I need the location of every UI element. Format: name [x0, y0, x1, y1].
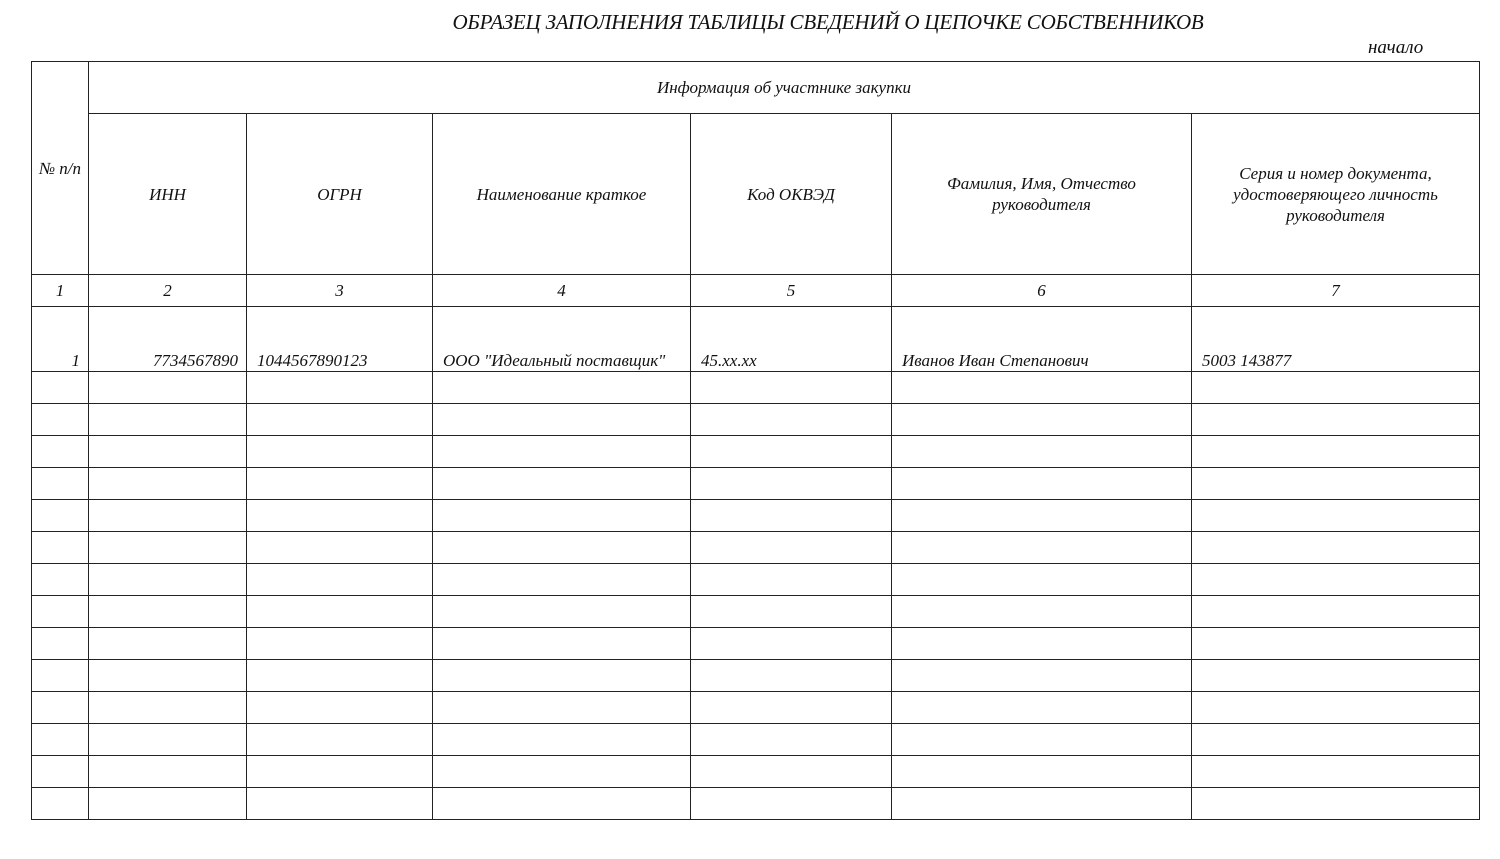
empty-cell — [691, 628, 892, 660]
empty-cell — [89, 788, 247, 820]
column-number: 7 — [1192, 275, 1480, 307]
column-number: 3 — [247, 275, 433, 307]
empty-cell — [1192, 436, 1480, 468]
empty-cell — [32, 532, 89, 564]
empty-cell — [892, 692, 1192, 724]
empty-cell — [433, 692, 691, 724]
empty-cell — [89, 756, 247, 788]
empty-table-row — [32, 788, 1480, 820]
empty-cell — [89, 692, 247, 724]
empty-cell — [32, 564, 89, 596]
empty-cell — [691, 756, 892, 788]
empty-cell — [433, 436, 691, 468]
empty-cell — [433, 724, 691, 756]
empty-cell — [89, 404, 247, 436]
owners-chain-table — [31, 61, 1480, 820]
cell-row-number: 1 — [32, 307, 89, 372]
empty-cell — [247, 436, 433, 468]
empty-cell — [32, 500, 89, 532]
empty-cell — [1192, 468, 1480, 500]
empty-cell — [247, 468, 433, 500]
column-number-row — [32, 275, 1480, 307]
empty-table-row — [32, 756, 1480, 788]
empty-cell — [247, 692, 433, 724]
empty-cell — [433, 404, 691, 436]
empty-cell — [892, 596, 1192, 628]
cell-ogrn: 1044567890123 — [247, 307, 433, 372]
empty-cell — [89, 596, 247, 628]
empty-cell — [892, 564, 1192, 596]
empty-table-row — [32, 500, 1480, 532]
empty-cell — [89, 660, 247, 692]
empty-cell — [32, 724, 89, 756]
empty-cell — [892, 532, 1192, 564]
empty-cell — [433, 660, 691, 692]
empty-cell — [1192, 564, 1480, 596]
empty-cell — [32, 756, 89, 788]
empty-table-row — [32, 596, 1480, 628]
empty-cell — [32, 436, 89, 468]
empty-cell — [89, 372, 247, 404]
header-okved: Код ОКВЭД — [691, 114, 892, 275]
empty-table-row — [32, 436, 1480, 468]
empty-cell — [247, 500, 433, 532]
empty-cell — [247, 724, 433, 756]
empty-cell — [892, 404, 1192, 436]
empty-cell — [1192, 788, 1480, 820]
empty-cell — [691, 532, 892, 564]
header-short-name: Наименование краткое — [433, 114, 691, 275]
empty-cell — [247, 596, 433, 628]
column-number: 4 — [433, 275, 691, 307]
column-number: 6 — [892, 275, 1192, 307]
start-label: начало — [1368, 37, 1424, 58]
empty-cell — [433, 500, 691, 532]
header-director-id: Серия и номер документа, удостоверяющего личность руководителя — [1192, 114, 1480, 275]
empty-cell — [433, 596, 691, 628]
empty-cell — [892, 660, 1192, 692]
empty-cell — [247, 404, 433, 436]
empty-table-row — [32, 564, 1480, 596]
header-inn: ИНН — [89, 114, 247, 275]
empty-cell — [691, 692, 892, 724]
empty-table-row — [32, 468, 1480, 500]
empty-cell — [433, 564, 691, 596]
empty-cell — [1192, 500, 1480, 532]
header-ogrn: ОГРН — [247, 114, 433, 275]
empty-cell — [691, 660, 892, 692]
empty-cell — [89, 628, 247, 660]
empty-cell — [247, 628, 433, 660]
empty-cell — [89, 532, 247, 564]
empty-cell — [892, 468, 1192, 500]
cell-okved: 45.xx.xx — [691, 307, 892, 372]
empty-cell — [247, 788, 433, 820]
empty-cell — [691, 564, 892, 596]
empty-cell — [433, 532, 691, 564]
empty-cell — [892, 788, 1192, 820]
table-row — [32, 307, 1480, 372]
empty-table-row — [32, 532, 1480, 564]
empty-cell — [892, 500, 1192, 532]
empty-table-row — [32, 628, 1480, 660]
empty-cell — [1192, 692, 1480, 724]
empty-cell — [32, 596, 89, 628]
empty-cell — [247, 660, 433, 692]
empty-cell — [433, 788, 691, 820]
header-row-group — [32, 62, 1480, 114]
empty-cell — [1192, 596, 1480, 628]
empty-cell — [892, 436, 1192, 468]
empty-cell — [32, 660, 89, 692]
empty-cell — [32, 404, 89, 436]
header-row-columns — [32, 114, 1480, 275]
empty-cell — [1192, 404, 1480, 436]
header-number: № п/п — [32, 62, 89, 275]
empty-table-row — [32, 724, 1480, 756]
empty-cell — [691, 372, 892, 404]
cell-short-name: ООО "Идеальный поставщик" — [433, 307, 691, 372]
empty-table-row — [32, 692, 1480, 724]
empty-cell — [1192, 660, 1480, 692]
empty-cell — [433, 628, 691, 660]
empty-table-row — [32, 660, 1480, 692]
empty-cell — [691, 436, 892, 468]
column-number: 1 — [32, 275, 89, 307]
empty-cell — [89, 564, 247, 596]
empty-table-row — [32, 404, 1480, 436]
empty-cell — [892, 628, 1192, 660]
empty-cell — [89, 500, 247, 532]
cell-inn: 7734567890 — [89, 307, 247, 372]
column-number: 2 — [89, 275, 247, 307]
empty-cell — [247, 564, 433, 596]
empty-cell — [691, 404, 892, 436]
empty-cell — [1192, 724, 1480, 756]
column-number: 5 — [691, 275, 892, 307]
empty-cell — [892, 724, 1192, 756]
empty-cell — [247, 756, 433, 788]
empty-cell — [32, 468, 89, 500]
empty-cell — [32, 788, 89, 820]
empty-cell — [89, 436, 247, 468]
cell-director-id: 5003 143877 — [1192, 307, 1480, 372]
empty-cell — [32, 692, 89, 724]
header-participant-info: Информация об участнике закупки — [89, 62, 1480, 114]
document-title: ОБРАЗЕЦ ЗАПОЛНЕНИЯ ТАБЛИЦЫ СВЕДЕНИЙ О ЦЕПОЧКЕ СОБСТВЕННИКОВ — [452, 10, 1204, 34]
empty-cell — [247, 372, 433, 404]
empty-cell — [32, 372, 89, 404]
empty-cell — [433, 468, 691, 500]
empty-cell — [1192, 628, 1480, 660]
empty-cell — [691, 468, 892, 500]
empty-cell — [433, 756, 691, 788]
empty-cell — [1192, 756, 1480, 788]
empty-cell — [32, 628, 89, 660]
empty-cell — [433, 372, 691, 404]
empty-cell — [892, 372, 1192, 404]
header-director-name: Фамилия, Имя, Отчество руководителя — [892, 114, 1192, 275]
empty-cell — [691, 596, 892, 628]
cell-director-name: Иванов Иван Степанович — [892, 307, 1192, 372]
empty-cell — [1192, 372, 1480, 404]
empty-cell — [89, 468, 247, 500]
empty-cell — [691, 500, 892, 532]
empty-cell — [691, 788, 892, 820]
empty-cell — [892, 756, 1192, 788]
empty-table-row — [32, 372, 1480, 404]
empty-cell — [691, 724, 892, 756]
empty-cell — [247, 532, 433, 564]
empty-cell — [1192, 532, 1480, 564]
empty-cell — [89, 724, 247, 756]
